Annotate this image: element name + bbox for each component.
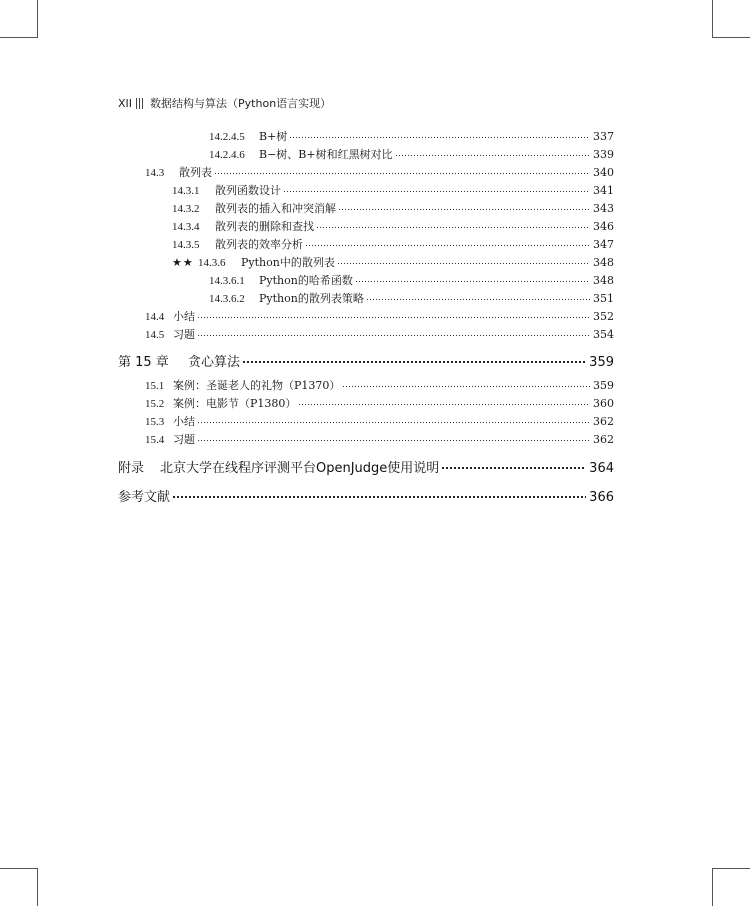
dot-leader <box>198 432 590 443</box>
dot-leader <box>367 291 590 302</box>
toc-entry-number: 14.3.1 <box>172 185 200 197</box>
dot-leader <box>339 201 590 212</box>
toc-entry-page: 364 <box>589 461 614 476</box>
toc-entry-number: 第 15 章 <box>118 355 169 370</box>
toc-entry-page: 346 <box>593 220 614 233</box>
toc-entry[interactable] <box>145 326 614 342</box>
toc-chapter-entry[interactable] <box>118 351 614 370</box>
toc-entry-page: 348 <box>593 256 614 269</box>
toc-entry-number: 14.3.4 <box>172 221 200 233</box>
toc-entry-page: 366 <box>589 490 614 505</box>
toc-entry-number: 14.2.4.6 <box>209 149 245 161</box>
toc-entry-number: 15.4 <box>145 434 165 446</box>
toc-entry-title: B−树、B+树和红黑树对比 <box>259 148 393 161</box>
toc-entry[interactable] <box>172 182 614 198</box>
page-number-roman: XII <box>118 96 133 110</box>
toc-entry-page: 359 <box>593 379 614 392</box>
dot-leader <box>215 165 590 176</box>
toc-entry-number: 14.3.2 <box>172 203 200 215</box>
toc-entry-title: 案例：圣诞老人的礼物（P1370） <box>173 379 341 392</box>
toc-entry-number: 15.2 <box>145 398 165 410</box>
toc-entry[interactable] <box>172 236 614 252</box>
toc-entry-title: 小结 <box>173 415 195 428</box>
dot-leader <box>343 378 590 389</box>
toc-entry-title: Python的散列表策略 <box>259 292 364 305</box>
dot-leader <box>338 255 590 266</box>
toc-entry-page: 352 <box>593 310 614 323</box>
toc-entry-title: 北京大学在线程序评测平台OpenJudge使用说明 <box>160 461 440 476</box>
toc-entry-number: 14.2.4.5 <box>209 131 245 143</box>
dot-leader <box>306 237 590 248</box>
toc-entry-title: 习题 <box>173 433 195 446</box>
toc-entry-number: 参考文献 <box>118 490 171 505</box>
toc-entry[interactable] <box>145 308 614 324</box>
toc-entry-title: 散列函数设计 <box>215 184 281 197</box>
toc-entry[interactable] <box>209 128 614 144</box>
dot-leader <box>290 129 590 140</box>
toc-entry-page: 362 <box>593 433 614 446</box>
dot-leader <box>243 353 586 366</box>
toc-entry-page: 360 <box>593 397 614 410</box>
toc-entry[interactable] <box>145 413 614 429</box>
dot-leader <box>198 309 590 320</box>
toc-entry[interactable] <box>145 395 614 411</box>
toc-entry-number: 14.3.6.2 <box>209 293 245 305</box>
toc-entry[interactable] <box>209 272 614 288</box>
toc-entry-page: 339 <box>593 148 614 161</box>
toc-references-entry[interactable] <box>118 486 614 505</box>
toc-entry-title: 散列表的删除和查找 <box>215 220 314 233</box>
toc-entry[interactable] <box>145 164 614 180</box>
dot-leader <box>396 147 590 158</box>
toc-entry-page: 354 <box>593 328 614 341</box>
dot-leader <box>198 327 590 338</box>
toc-entry-page: 341 <box>593 184 614 197</box>
toc-appendix-entry[interactable] <box>118 457 614 476</box>
dot-leader <box>173 488 586 501</box>
dot-leader <box>284 183 590 194</box>
toc-entry-number: 14.3.6 <box>198 257 226 269</box>
dot-leader <box>198 414 590 425</box>
toc-entry-title: Python中的散列表 <box>241 256 335 269</box>
toc-entry-title: 习题 <box>173 328 195 341</box>
toc-entry[interactable] <box>172 254 614 270</box>
toc-entry-page: 337 <box>593 130 614 143</box>
toc-entry[interactable] <box>172 200 614 216</box>
toc-entry-number: 附录 <box>118 461 145 476</box>
toc-entry-title: 贪心算法 <box>188 355 241 370</box>
toc-entry-page: 348 <box>593 274 614 287</box>
toc-entry-page: 359 <box>589 355 614 370</box>
toc-entry-page: 351 <box>593 292 614 305</box>
toc-entry-page: 343 <box>593 202 614 215</box>
toc-entry-number: 15.3 <box>145 416 165 428</box>
toc-entry-title: 案例：电影节（P1380） <box>173 397 297 410</box>
dot-leader <box>299 396 590 407</box>
toc-entry[interactable] <box>172 218 614 234</box>
toc-entry[interactable] <box>145 431 614 447</box>
toc-entry-title: 散列表的效率分析 <box>215 238 303 251</box>
toc-entry-page: 340 <box>593 166 614 179</box>
book-title: 数据结构与算法（Python语言实现） <box>150 97 332 110</box>
toc-entry[interactable] <box>209 146 614 162</box>
toc-entry-number: 14.4 <box>145 311 165 323</box>
toc-entry-title: 小结 <box>173 310 195 323</box>
toc-entry-title: 散列表 <box>179 166 212 179</box>
toc-entry-title: B+树 <box>259 130 288 143</box>
toc-entry-title: Python的哈希函数 <box>259 274 353 287</box>
dot-leader <box>442 459 586 472</box>
dot-leader <box>356 273 590 284</box>
toc-entry-number: 14.3.5 <box>172 239 200 251</box>
toc-entry-page: 362 <box>593 415 614 428</box>
toc-entry[interactable] <box>145 377 614 393</box>
dot-leader <box>317 219 590 230</box>
toc-entry-number: 15.1 <box>145 380 165 392</box>
toc-entry-number: 14.3.6.1 <box>209 275 245 287</box>
toc-entry[interactable] <box>209 290 614 306</box>
toc-entry-number: 14.5 <box>145 329 165 341</box>
star-marker: ★★ <box>172 256 194 269</box>
toc-entry-page: 347 <box>593 238 614 251</box>
toc-entry-title: 散列表的插入和冲突消解 <box>215 202 336 215</box>
toc-entry-number: 14.3 <box>145 167 165 179</box>
